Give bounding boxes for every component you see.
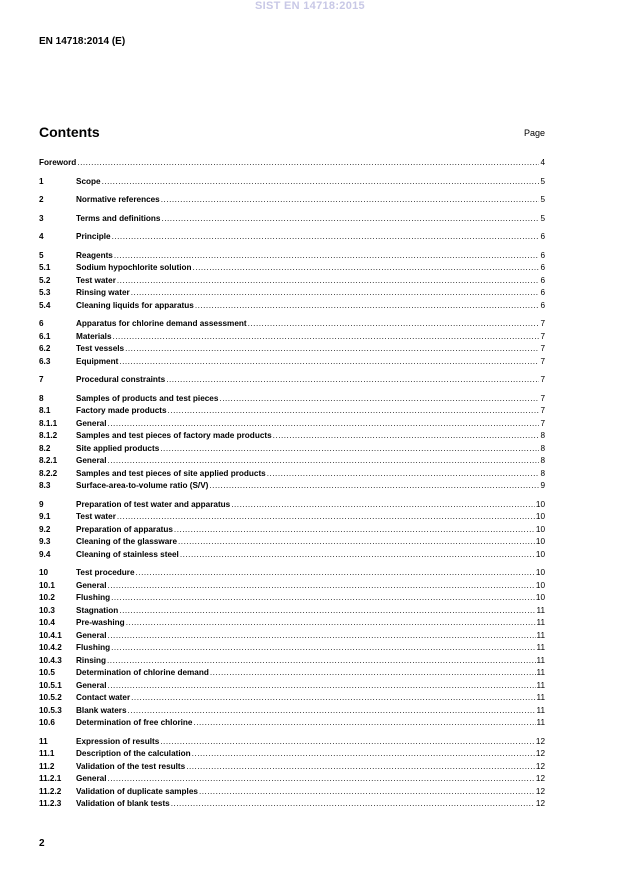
toc-entry-number: 10.5.2 bbox=[39, 693, 62, 702]
toc-entry-number: 3 bbox=[39, 213, 44, 223]
toc-entry-number: 9.3 bbox=[39, 537, 51, 546]
toc-entry-title: Cleaning liquids for apparatus bbox=[76, 300, 194, 310]
toc-entry-number: 8.2.2 bbox=[39, 468, 58, 478]
toc-dot-leader bbox=[102, 176, 540, 189]
toc-dot-leader bbox=[136, 567, 535, 580]
toc-dot-leader bbox=[178, 536, 535, 549]
page-column-label: Page bbox=[523, 128, 545, 138]
toc-dot-leader bbox=[171, 798, 535, 811]
toc-entry-page: 11 bbox=[536, 605, 545, 615]
toc-entry[interactable] bbox=[39, 480, 545, 493]
toc-entry-page: 12 bbox=[535, 761, 545, 771]
toc-dot-leader bbox=[209, 480, 539, 493]
toc-entry-title: Flushing bbox=[76, 593, 111, 602]
toc-entry-title: Samples and test pieces of factory made products bbox=[76, 431, 272, 440]
toc-entry-number: 10.4.3 bbox=[39, 655, 62, 665]
toc-dot-leader bbox=[186, 761, 535, 774]
toc-entry-number: 11.1 bbox=[39, 749, 55, 758]
toc-entry[interactable] bbox=[39, 798, 545, 811]
toc-entry[interactable] bbox=[39, 157, 545, 170]
toc-entry-page: 9 bbox=[540, 481, 545, 490]
page-number: 2 bbox=[39, 838, 45, 849]
toc-entry-number: 8.1.1 bbox=[39, 418, 58, 428]
toc-entry-page: 11 bbox=[536, 705, 545, 715]
toc-dot-leader bbox=[111, 642, 535, 655]
toc-dot-leader bbox=[108, 418, 540, 431]
toc-entry-page: 10 bbox=[535, 580, 545, 590]
toc-dot-leader bbox=[160, 443, 539, 456]
toc-entry-title: Preparation of test water and apparatus bbox=[76, 499, 231, 509]
toc-entry-title: Samples and test pieces of site applied products bbox=[76, 468, 266, 478]
toc-dot-leader bbox=[168, 405, 540, 418]
toc-entry-page: 6 bbox=[540, 300, 545, 310]
toc-entry-number: 5.2 bbox=[39, 275, 51, 285]
toc-entry[interactable] bbox=[39, 786, 545, 799]
toc-entry[interactable] bbox=[39, 275, 545, 288]
toc-entry-number: 4 bbox=[39, 232, 44, 241]
toc-entry-page: 7 bbox=[540, 356, 545, 366]
toc-entry-page: 7 bbox=[540, 319, 545, 328]
toc-entry-title: Scope bbox=[76, 176, 101, 186]
toc-entry[interactable] bbox=[39, 549, 545, 562]
toc-entry-title: Samples of products and test pieces bbox=[76, 393, 219, 403]
toc-entry-page: 7 bbox=[540, 375, 545, 384]
toc-entry[interactable] bbox=[39, 692, 545, 705]
table-of-contents bbox=[39, 157, 545, 811]
toc-entry-page: 10 bbox=[535, 568, 545, 577]
toc-entry-number: 5.3 bbox=[39, 288, 51, 297]
toc-entry-number: 10.5.1 bbox=[39, 680, 62, 690]
toc-entry-page: 8 bbox=[540, 443, 545, 453]
toc-entry-number: 9.1 bbox=[39, 512, 51, 521]
toc-entry[interactable] bbox=[39, 630, 545, 643]
toc-entry-number: 10.4 bbox=[39, 618, 55, 627]
toc-entry[interactable] bbox=[39, 642, 545, 655]
toc-entry-title: Procedural constraints bbox=[76, 375, 166, 384]
toc-entry-page: 6 bbox=[540, 275, 545, 285]
toc-dot-leader bbox=[131, 692, 535, 705]
toc-entry-title: Contact water bbox=[76, 693, 131, 702]
toc-entry-number: 11.2.3 bbox=[39, 799, 62, 808]
toc-dot-leader bbox=[112, 231, 540, 244]
toc-entry-number: 8.1.2 bbox=[39, 431, 58, 440]
toc-entry[interactable] bbox=[39, 680, 545, 693]
toc-entry-number: 6 bbox=[39, 319, 44, 328]
toc-entry-number: 2 bbox=[39, 195, 44, 204]
toc-entry[interactable] bbox=[39, 536, 545, 549]
toc-entry-number: 8.3 bbox=[39, 481, 51, 490]
toc-dot-leader bbox=[108, 455, 540, 468]
toc-entry[interactable] bbox=[39, 405, 545, 418]
toc-entry-number: 10.3 bbox=[39, 605, 55, 615]
toc-entry-title: Preparation of apparatus bbox=[76, 524, 173, 534]
toc-entry-page: 12 bbox=[535, 736, 545, 746]
toc-entry-page: 8 bbox=[540, 456, 545, 465]
toc-entry-number: 8.2 bbox=[39, 443, 51, 453]
toc-dot-leader bbox=[166, 374, 539, 387]
toc-entry[interactable] bbox=[39, 356, 545, 369]
toc-dot-leader bbox=[119, 605, 535, 618]
toc-dot-leader bbox=[160, 736, 535, 749]
toc-entry[interactable] bbox=[39, 393, 545, 406]
toc-entry-number: 10.5 bbox=[39, 668, 55, 677]
toc-entry-title: Flushing bbox=[76, 643, 111, 652]
toc-dot-leader bbox=[108, 580, 535, 593]
toc-dot-leader bbox=[108, 773, 535, 786]
toc-entry-number: 6.1 bbox=[39, 331, 51, 341]
toc-entry[interactable] bbox=[39, 287, 545, 300]
toc-entry-title: Cleaning of the glassware bbox=[76, 537, 178, 546]
toc-entry-page: 7 bbox=[540, 406, 545, 415]
toc-entry-number: 11 bbox=[39, 736, 48, 746]
toc-entry-title: Validation of the test results bbox=[76, 761, 186, 771]
toc-entry[interactable] bbox=[39, 231, 545, 244]
toc-dot-leader bbox=[114, 250, 540, 263]
toc-dot-leader bbox=[210, 667, 536, 680]
toc-dot-leader bbox=[180, 549, 535, 562]
toc-entry[interactable] bbox=[39, 176, 545, 189]
toc-dot-leader bbox=[125, 343, 539, 356]
toc-entry-title: Rinsing bbox=[76, 655, 107, 665]
toc-dot-leader bbox=[117, 511, 535, 524]
toc-entry-page: 11 bbox=[536, 618, 545, 627]
toc-entry-page: 5 bbox=[540, 176, 545, 186]
toc-entry-number: 9.4 bbox=[39, 549, 51, 559]
toc-dot-leader bbox=[174, 524, 535, 537]
toc-entry-title: Surface-area-to-volume ratio (S/V) bbox=[76, 481, 209, 490]
toc-entry-page: 11 bbox=[536, 643, 545, 652]
toc-entry-page: 7 bbox=[540, 393, 545, 403]
toc-entry[interactable] bbox=[39, 430, 545, 443]
toc-entry-page: 11 bbox=[536, 655, 545, 665]
toc-entry[interactable] bbox=[39, 374, 545, 387]
toc-entry-page: 10 bbox=[535, 549, 545, 559]
toc-entry[interactable] bbox=[39, 655, 545, 668]
toc-entry-title: General bbox=[76, 680, 107, 690]
toc-dot-leader bbox=[193, 717, 535, 730]
toc-entry-number: 8.2.1 bbox=[39, 456, 58, 465]
toc-entry-title: Materials bbox=[76, 331, 112, 341]
toc-entry[interactable] bbox=[39, 468, 545, 481]
toc-entry[interactable] bbox=[39, 524, 545, 537]
toc-entry-number: 10.4.1 bbox=[39, 630, 62, 640]
toc-dot-leader bbox=[108, 680, 536, 693]
toc-entry-number: 5.4 bbox=[39, 300, 51, 310]
toc-entry[interactable] bbox=[39, 773, 545, 786]
toc-entry-number: 6.2 bbox=[39, 344, 51, 353]
toc-entry-title: Principle bbox=[76, 232, 111, 241]
toc-entry[interactable] bbox=[39, 300, 545, 313]
toc-entry-number: 10.6 bbox=[39, 718, 55, 727]
toc-entry[interactable] bbox=[39, 717, 545, 730]
toc-dot-leader bbox=[248, 318, 540, 331]
toc-entry-number: 10.4.2 bbox=[39, 643, 62, 652]
toc-entry-title: Validation of blank tests bbox=[76, 799, 170, 808]
toc-entry-page: 12 bbox=[535, 749, 545, 758]
toc-dot-leader bbox=[111, 592, 535, 605]
toc-entry[interactable] bbox=[39, 580, 545, 593]
toc-dot-leader bbox=[267, 468, 540, 481]
toc-entry-page: 12 bbox=[535, 774, 545, 783]
toc-entry-number: 11.2 bbox=[39, 761, 55, 771]
toc-dot-leader bbox=[77, 157, 539, 170]
toc-entry[interactable] bbox=[39, 262, 545, 275]
toc-entry-number: 9.2 bbox=[39, 524, 51, 534]
toc-entry-title: General bbox=[76, 580, 107, 590]
toc-entry-title: Blank waters bbox=[76, 705, 127, 715]
toc-entry[interactable] bbox=[39, 748, 545, 761]
toc-entry-page: 11 bbox=[536, 630, 545, 640]
toc-entry-title: Cleaning of stainless steel bbox=[76, 549, 179, 559]
toc-entry-page: 8 bbox=[540, 431, 545, 440]
toc-entry-page: 12 bbox=[535, 786, 545, 796]
toc-entry[interactable] bbox=[39, 705, 545, 718]
toc-entry-title: Normative references bbox=[76, 195, 160, 204]
toc-entry-page: 10 bbox=[535, 537, 545, 546]
toc-entry-title: Factory made products bbox=[76, 406, 167, 415]
toc-dot-leader bbox=[199, 786, 535, 799]
toc-entry-title: Determination of free chlorine bbox=[76, 718, 193, 727]
toc-entry[interactable] bbox=[39, 736, 545, 749]
toc-entry[interactable] bbox=[39, 499, 545, 512]
toc-dot-leader bbox=[113, 331, 540, 344]
toc-entry-title: Description of the calculation bbox=[76, 749, 191, 758]
toc-dot-leader bbox=[192, 748, 535, 761]
toc-entry-title: General bbox=[76, 630, 107, 640]
toc-entry-page: 11 bbox=[536, 718, 545, 727]
toc-entry-number: 5 bbox=[39, 250, 44, 260]
toc-entry-page: 5 bbox=[540, 213, 545, 223]
page-title: Contents bbox=[39, 124, 100, 140]
toc-entry-number: 10.5.3 bbox=[39, 705, 62, 715]
toc-entry-page: 5 bbox=[540, 195, 545, 204]
toc-entry-page: 11 bbox=[536, 680, 545, 690]
toc-entry-title: Test water bbox=[76, 512, 116, 521]
toc-dot-leader bbox=[193, 262, 540, 275]
toc-entry-title: Equipment bbox=[76, 356, 119, 366]
toc-entry-number: 8 bbox=[39, 393, 44, 403]
toc-entry-title: Expression of results bbox=[76, 736, 160, 746]
toc-entry-title: Sodium hypochlorite solution bbox=[76, 263, 192, 272]
toc-dot-leader bbox=[273, 430, 540, 443]
toc-entry[interactable] bbox=[39, 761, 545, 774]
toc-entry-title: Rinsing water bbox=[76, 288, 130, 297]
toc-dot-leader bbox=[128, 705, 536, 718]
toc-entry-page: 10 bbox=[535, 512, 545, 521]
toc-entry[interactable] bbox=[39, 567, 545, 580]
toc-entry[interactable] bbox=[39, 617, 545, 630]
toc-entry[interactable] bbox=[39, 318, 545, 331]
toc-entry[interactable] bbox=[39, 443, 545, 456]
toc-entry-number: 1 bbox=[39, 176, 44, 186]
toc-entry[interactable] bbox=[39, 194, 545, 207]
toc-dot-leader bbox=[231, 499, 535, 512]
toc-entry-title: Test procedure bbox=[76, 568, 135, 577]
toc-entry[interactable] bbox=[39, 605, 545, 618]
toc-entry-number: 8.1 bbox=[39, 406, 51, 415]
toc-dot-leader bbox=[219, 393, 539, 406]
toc-entry-page: 10 bbox=[535, 593, 545, 602]
toc-dot-leader bbox=[117, 275, 540, 288]
toc-entry-number: 5.1 bbox=[39, 263, 51, 272]
toc-entry-number: 10.2 bbox=[39, 593, 55, 602]
toc-entry-page: 6 bbox=[540, 250, 545, 260]
toc-entry[interactable] bbox=[39, 511, 545, 524]
toc-dot-leader bbox=[195, 300, 540, 313]
toc-dot-leader bbox=[107, 655, 535, 668]
toc-entry-number: 11.2.2 bbox=[39, 786, 62, 796]
toc-entry[interactable] bbox=[39, 667, 545, 680]
toc-entry-page: 8 bbox=[540, 468, 545, 478]
toc-entry-title: General bbox=[76, 456, 107, 465]
toc-entry-title: Test vessels bbox=[76, 344, 125, 353]
toc-entry-page: 7 bbox=[540, 418, 545, 428]
toc-entry-title: Stagnation bbox=[76, 605, 119, 615]
toc-entry-number: 9 bbox=[39, 499, 44, 509]
toc-entry-page: 6 bbox=[540, 232, 545, 241]
watermark: SIST EN 14718:2015 bbox=[255, 0, 365, 12]
toc-entry-page: 6 bbox=[540, 263, 545, 272]
toc-entry[interactable] bbox=[39, 250, 545, 263]
toc-entry[interactable] bbox=[39, 331, 545, 344]
toc-entry-title: Determination of chlorine demand bbox=[76, 668, 209, 677]
toc-entry-title: Reagents bbox=[76, 250, 113, 260]
document-id: EN 14718:2014 (E) bbox=[39, 36, 126, 47]
toc-entry[interactable] bbox=[39, 455, 545, 468]
toc-entry-title: Test water bbox=[76, 275, 116, 285]
toc-entry[interactable] bbox=[39, 343, 545, 356]
toc-entry-number: 11.2.1 bbox=[39, 774, 62, 783]
toc-dot-leader bbox=[161, 213, 539, 226]
toc-entry-number: 7 bbox=[39, 375, 44, 384]
toc-entry-page: 7 bbox=[540, 331, 545, 341]
toc-entry[interactable] bbox=[39, 592, 545, 605]
toc-entry-title: Terms and definitions bbox=[76, 213, 161, 223]
toc-entry-title: Apparatus for chlorine demand assessment bbox=[76, 319, 247, 328]
toc-dot-leader bbox=[161, 194, 540, 207]
toc-entry-page: 12 bbox=[535, 799, 545, 808]
toc-entry-title: Validation of duplicate samples bbox=[76, 786, 198, 796]
toc-entry-page: 11 bbox=[536, 693, 545, 702]
toc-entry-page: 11 bbox=[536, 668, 545, 677]
toc-entry-page: 10 bbox=[535, 524, 545, 534]
toc-entry-number: 10.1 bbox=[39, 580, 55, 590]
toc-entry-title: Pre-washing bbox=[76, 618, 125, 627]
toc-entry-page: 4 bbox=[540, 158, 545, 167]
toc-entry-title: Site applied products bbox=[76, 443, 160, 453]
toc-entry-page: 7 bbox=[540, 344, 545, 353]
toc-entry-page: 10 bbox=[535, 499, 545, 509]
toc-entry-title: General bbox=[76, 418, 107, 428]
toc-dot-leader bbox=[126, 617, 536, 630]
toc-dot-leader bbox=[108, 630, 536, 643]
toc-entry[interactable] bbox=[39, 213, 545, 226]
toc-dot-leader bbox=[119, 356, 539, 369]
toc-entry-title: Foreword bbox=[39, 158, 77, 167]
toc-entry-number: 6.3 bbox=[39, 356, 51, 366]
toc-entry-number: 10 bbox=[39, 568, 49, 577]
toc-entry-title: General bbox=[76, 774, 107, 783]
toc-entry[interactable] bbox=[39, 418, 545, 431]
toc-dot-leader bbox=[131, 287, 540, 300]
toc-entry-page: 6 bbox=[540, 288, 545, 297]
